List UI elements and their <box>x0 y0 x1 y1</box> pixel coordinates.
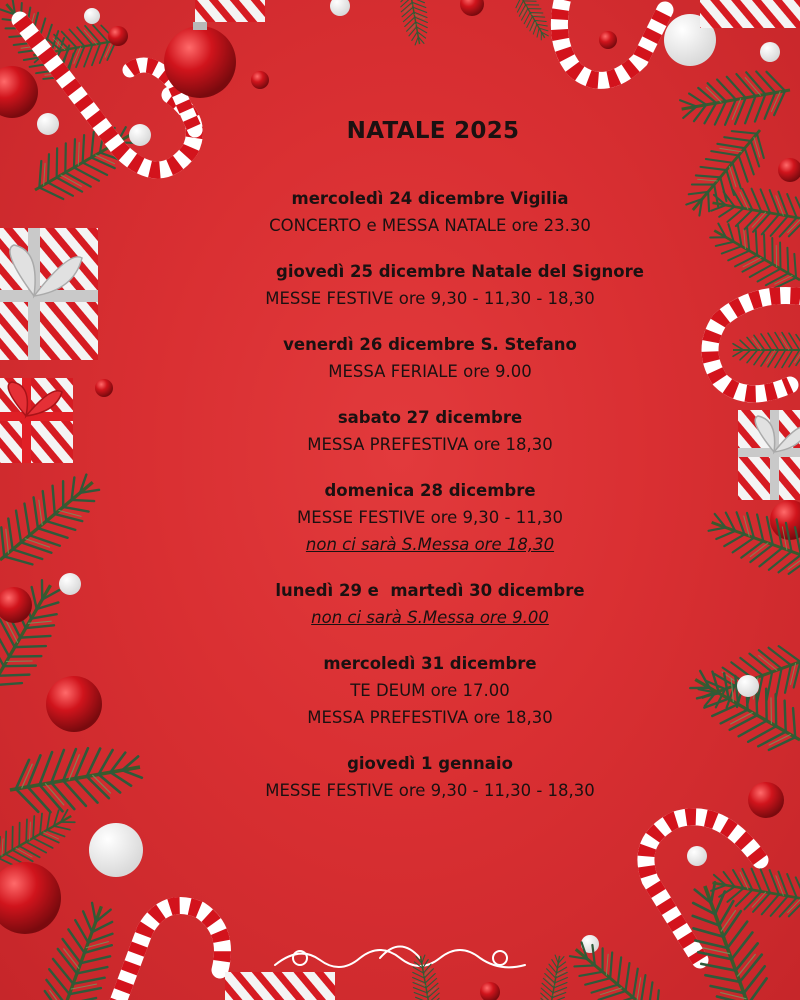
gift-box-icon <box>700 0 800 28</box>
event-jan-1 <box>170 751 690 804</box>
event-day: domenica 28 dicembre <box>324 481 536 500</box>
poster-title: NATALE 2025 <box>346 118 520 144</box>
pine-branch-icon <box>510 0 554 43</box>
snowball-icon <box>737 675 759 697</box>
event-line: MESSA PREFESTIVA ore 18,30 <box>307 708 553 727</box>
event-dec-29-30 <box>170 578 690 631</box>
pine-branch-icon <box>709 181 800 243</box>
gift-box-icon <box>225 972 335 1000</box>
pine-branch-icon <box>703 211 800 299</box>
event-day: giovedì 1 gennaio <box>347 754 513 773</box>
pine-branch-icon <box>677 65 794 133</box>
event-dec-27 <box>170 405 690 458</box>
ornament-ball-icon <box>778 158 800 182</box>
event-day: mercoledì 24 dicembre Vigilia <box>291 189 569 208</box>
ornament-ball-icon <box>480 982 500 1000</box>
snowball-icon <box>760 42 780 62</box>
ornament-ball-icon <box>46 676 102 732</box>
pine-branch-icon <box>675 115 779 226</box>
event-dec-31 <box>170 651 690 731</box>
event-day: giovedì 25 dicembre Natale del Signore <box>276 262 644 281</box>
event-dec-25 <box>170 259 690 312</box>
event-day: lunedì 29 e martedì 30 dicembre <box>275 581 585 600</box>
event-line: MESSE FESTIVE ore 9,30 - 11,30 - 18,30 <box>265 781 595 800</box>
event-line: MESSA FERIALE ore 9.00 <box>328 362 532 381</box>
event-note: non ci sarà S.Messa ore 18,30 <box>305 535 555 554</box>
event-day: sabato 27 dicembre <box>337 408 523 427</box>
snowball-icon <box>687 846 707 866</box>
ornament-ball-icon <box>460 0 484 16</box>
swirl-flourish-icon <box>275 947 525 968</box>
candy-cane-icon <box>115 906 223 1000</box>
event-line: MESSE FESTIVE ore 9,30 - 11,30 <box>297 508 563 527</box>
pine-branch-icon <box>5 738 145 820</box>
ornament-ball-icon <box>108 26 128 46</box>
pine-branch-icon <box>0 461 110 581</box>
snowball-icon <box>59 573 81 595</box>
event-day: venerdì 26 dicembre S. Stefano <box>283 335 577 354</box>
event-line: TE DEUM ore 17.00 <box>350 681 510 700</box>
snowball-icon <box>84 8 100 24</box>
ornament-ball-icon <box>0 66 38 118</box>
ornament-ball-icon <box>164 26 236 98</box>
event-line: MESSA PREFESTIVA ore 18,30 <box>307 435 553 454</box>
event-day: mercoledì 31 dicembre <box>323 654 537 673</box>
event-line: MESSE FESTIVE ore 9,30 - 11,30 - 18,30 <box>265 289 595 308</box>
snowball-icon <box>330 0 350 16</box>
event-note: non ci sarà S.Messa ore 9.00 <box>311 608 549 627</box>
ornament-ball-icon <box>0 862 61 934</box>
pine-branch-icon <box>538 954 572 1000</box>
ornament-ball-icon <box>0 587 32 623</box>
ornament-ball-icon <box>748 782 784 818</box>
snowball-icon <box>37 113 59 135</box>
gift-box-icon <box>195 0 265 22</box>
pine-branch-icon <box>709 861 800 923</box>
pine-branch-icon <box>560 930 676 1000</box>
pine-branch-icon <box>681 656 800 764</box>
pine-branch-icon <box>733 333 800 368</box>
gift-box-icon <box>0 378 73 463</box>
pine-branch-icon <box>398 0 432 46</box>
event-dec-26 <box>170 332 690 385</box>
snowball-icon <box>89 823 143 877</box>
event-line: CONCERTO e MESSA NATALE ore 23.30 <box>269 216 591 235</box>
snowball-icon <box>129 124 151 146</box>
ornament-ball-icon <box>95 379 113 397</box>
schedule-content <box>170 118 690 824</box>
candy-cane-icon <box>710 296 800 394</box>
ornament-ball-icon <box>599 31 617 49</box>
event-dec-28 <box>170 478 690 558</box>
ornament-cap-icon <box>193 22 207 30</box>
ornament-ball-icon <box>251 71 269 89</box>
gift-box-icon <box>738 410 800 500</box>
gift-box-icon <box>0 228 98 360</box>
event-dec-24 <box>170 186 690 239</box>
